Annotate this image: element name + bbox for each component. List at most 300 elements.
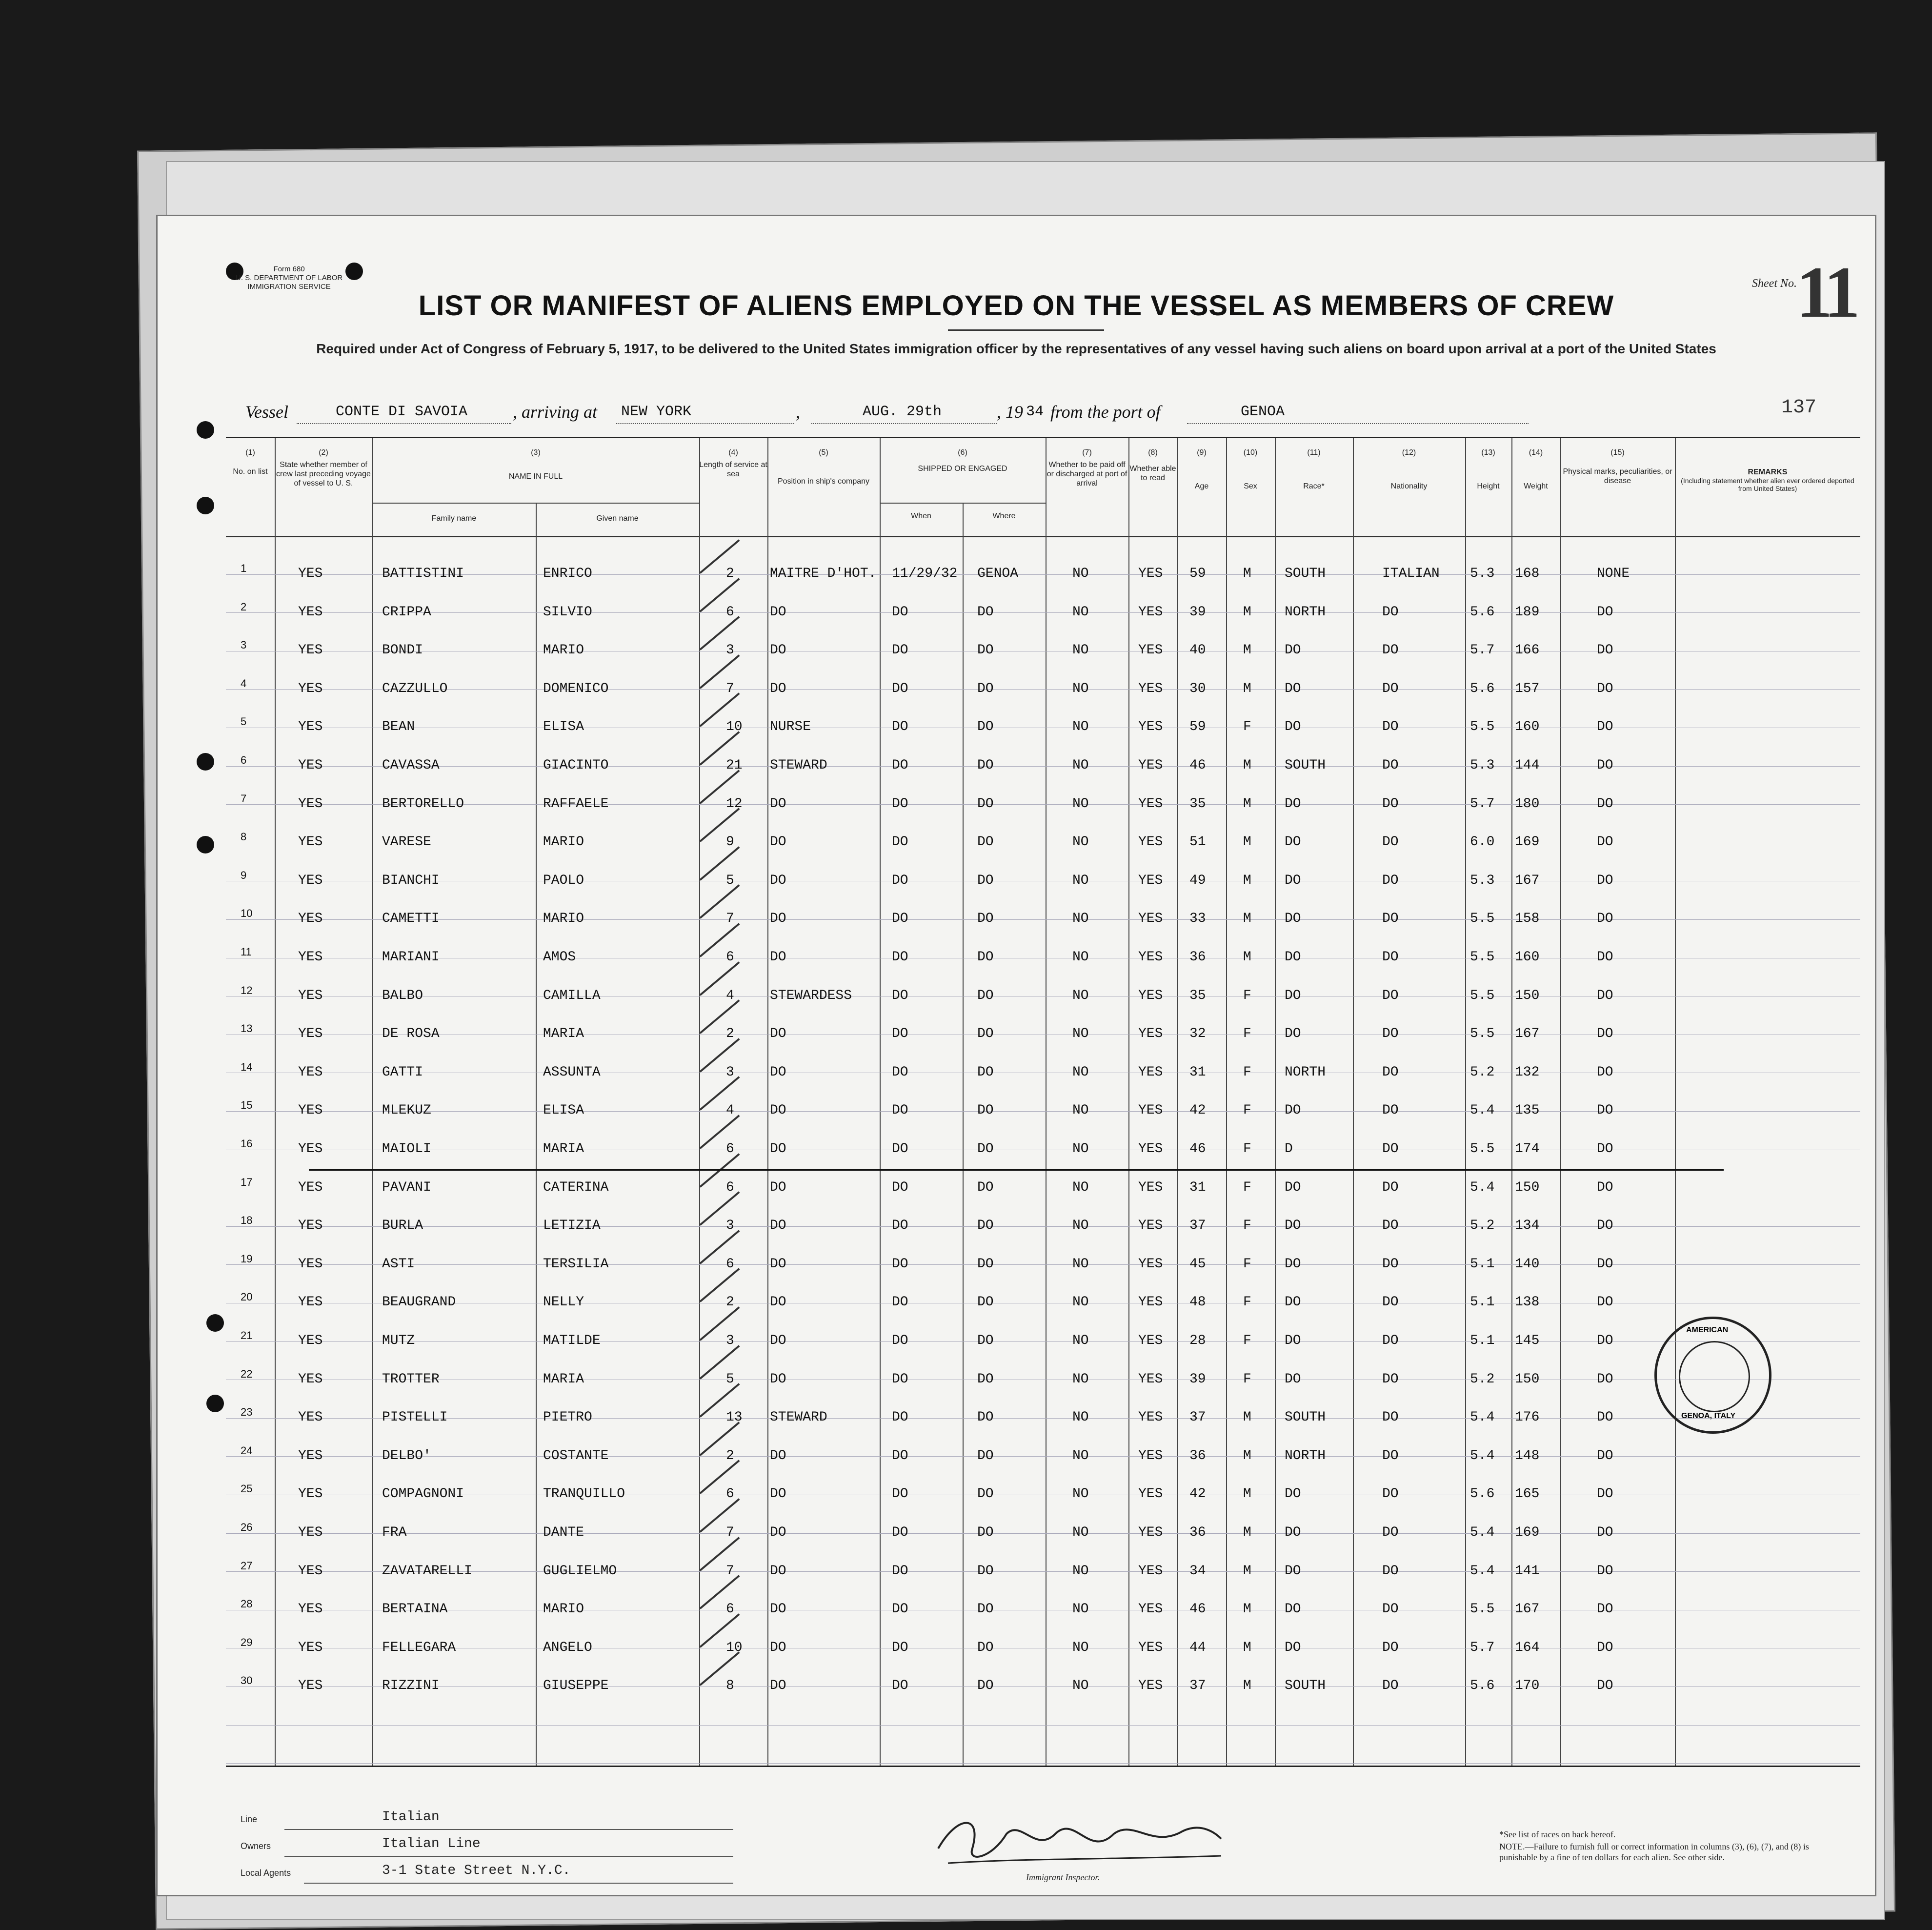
col-num: (7) <box>1082 448 1092 457</box>
able-to-read: YES <box>1138 1602 1163 1617</box>
last-voyage: YES <box>298 834 323 850</box>
shipped-where: DO <box>977 1448 994 1463</box>
family-name: BONDI <box>382 643 423 658</box>
sex: M <box>1243 643 1251 658</box>
weight: 158 <box>1515 911 1540 927</box>
age: 42 <box>1189 1486 1206 1502</box>
form-identifier <box>236 265 342 291</box>
sex: F <box>1243 1103 1251 1118</box>
row-number: 11 <box>241 946 252 958</box>
paid-off: NO <box>1072 758 1089 773</box>
punch-hole <box>197 421 214 439</box>
last-voyage: YES <box>298 1103 323 1118</box>
row-number: 9 <box>241 869 247 881</box>
service-length: 3 <box>726 643 734 658</box>
age: 33 <box>1189 911 1206 927</box>
paid-off: NO <box>1072 604 1089 620</box>
table-row <box>226 1553 1860 1591</box>
family-name: DELBO' <box>382 1448 431 1463</box>
sex: F <box>1243 1064 1251 1080</box>
physical-marks: DO <box>1597 873 1613 888</box>
position: DO <box>770 1179 786 1195</box>
last-voyage: YES <box>298 1295 323 1310</box>
nationality: DO <box>1382 1602 1399 1617</box>
given-name: ENRICO <box>543 566 592 581</box>
position: DO <box>770 1486 786 1502</box>
col-header-where: Where <box>992 512 1016 520</box>
row-number: 4 <box>241 677 247 690</box>
row-number: 1 <box>241 562 247 574</box>
col-header-9 <box>1177 448 1226 491</box>
shipped-where: DO <box>977 1525 994 1540</box>
physical-marks: DO <box>1597 1602 1613 1617</box>
physical-marks: DO <box>1597 1256 1613 1272</box>
position: DO <box>770 1103 786 1118</box>
row-number: 5 <box>241 715 247 728</box>
weight: 164 <box>1515 1640 1540 1655</box>
row-number: 14 <box>241 1060 253 1073</box>
row-number: 16 <box>241 1138 253 1150</box>
shipped-where: DO <box>977 1333 994 1348</box>
row-number: 27 <box>241 1559 253 1572</box>
row-number: 8 <box>241 831 247 843</box>
position: DO <box>770 1678 786 1694</box>
able-to-read: YES <box>1138 1486 1163 1502</box>
given-name: ASSUNTA <box>543 1064 601 1080</box>
weight: 166 <box>1515 643 1540 658</box>
table-row <box>226 1207 1860 1246</box>
shipped-when: DO <box>892 911 908 927</box>
nationality: DO <box>1382 1640 1399 1655</box>
weight: 150 <box>1515 1371 1540 1387</box>
nationality: DO <box>1382 911 1399 927</box>
age: 40 <box>1189 643 1206 658</box>
col-header-2 <box>275 448 372 488</box>
table-row <box>226 594 1860 632</box>
age: 28 <box>1189 1333 1206 1348</box>
last-voyage: YES <box>298 643 323 658</box>
able-to-read: YES <box>1138 1218 1163 1234</box>
paid-off: NO <box>1072 1256 1089 1272</box>
physical-marks: DO <box>1597 1525 1613 1540</box>
owners: Italian Line <box>382 1836 481 1851</box>
col-num: (14) <box>1529 448 1543 457</box>
weight: 145 <box>1515 1333 1540 1348</box>
age: 34 <box>1189 1563 1206 1579</box>
table-row <box>226 1092 1860 1131</box>
paid-off: NO <box>1072 643 1089 658</box>
arriving-label: , arriving at <box>513 402 598 422</box>
service-length: 6 <box>726 1141 734 1157</box>
col-header-when: When <box>911 512 931 520</box>
col-header-5 <box>767 448 880 486</box>
table-row <box>226 555 1860 594</box>
weight: 176 <box>1515 1410 1540 1425</box>
nationality: DO <box>1382 796 1399 812</box>
given-name: DOMENICO <box>543 681 609 696</box>
shipped-where: DO <box>977 719 994 735</box>
race: DO <box>1285 988 1301 1003</box>
shipped-where: DO <box>977 604 994 620</box>
service-length: 8 <box>726 1678 734 1694</box>
position: STEWARDESS <box>770 988 852 1003</box>
table-row <box>226 632 1860 670</box>
given-name: CATERINA <box>543 1179 609 1195</box>
family-name: RIZZINI <box>382 1678 440 1694</box>
given-name: ELISA <box>543 719 584 735</box>
family-name: ASTI <box>382 1256 415 1272</box>
sex: F <box>1243 1218 1251 1234</box>
table-row <box>226 1476 1860 1514</box>
seal-text-bottom: GENOA, ITALY <box>1681 1412 1736 1420</box>
voyage-details <box>245 402 1807 426</box>
sex: M <box>1243 1486 1251 1502</box>
race: DO <box>1285 1179 1301 1195</box>
last-voyage: YES <box>298 719 323 735</box>
shipped-when: DO <box>892 1333 908 1348</box>
physical-marks: DO <box>1597 1486 1613 1502</box>
service-length: 10 <box>726 1640 743 1655</box>
service-length: 4 <box>726 988 734 1003</box>
race: DO <box>1285 1371 1301 1387</box>
nationality: DO <box>1382 1103 1399 1118</box>
physical-marks: DO <box>1597 911 1613 927</box>
row-number: 22 <box>241 1367 253 1380</box>
age: 42 <box>1189 1103 1206 1118</box>
able-to-read: YES <box>1138 719 1163 735</box>
able-to-read: YES <box>1138 681 1163 696</box>
fill-line <box>284 1856 733 1857</box>
height: 5.7 <box>1470 1640 1495 1655</box>
col-header-13 <box>1465 448 1511 491</box>
service-length: 6 <box>726 1256 734 1272</box>
shipped-where: DO <box>977 1295 994 1310</box>
shipped-when: DO <box>892 681 908 696</box>
nationality: DO <box>1382 643 1399 658</box>
col-header-4 <box>699 448 767 479</box>
col-header-15 <box>1560 448 1675 486</box>
weight: 169 <box>1515 1525 1540 1540</box>
age: 46 <box>1189 1141 1206 1157</box>
able-to-read: YES <box>1138 1678 1163 1694</box>
paid-off: NO <box>1072 834 1089 850</box>
sheet-number-label: Sheet No. <box>1752 277 1797 290</box>
table-row <box>226 1399 1860 1438</box>
given-name: GIUSEPPE <box>543 1678 609 1694</box>
col-header-8 <box>1128 448 1177 483</box>
age: 31 <box>1189 1064 1206 1080</box>
weight: 148 <box>1515 1448 1540 1463</box>
paid-off: NO <box>1072 681 1089 696</box>
col-num: (11) <box>1307 448 1321 457</box>
nationality: DO <box>1382 1448 1399 1463</box>
manifest-page <box>156 215 1876 1896</box>
given-name: RAFFAELE <box>543 796 609 812</box>
physical-marks: DO <box>1597 1448 1613 1463</box>
height: 5.5 <box>1470 719 1495 735</box>
sex: F <box>1243 1333 1251 1348</box>
shipped-when: DO <box>892 873 908 888</box>
service-length: 4 <box>726 1103 734 1118</box>
weight: 135 <box>1515 1103 1540 1118</box>
family-name: BALBO <box>382 988 423 1003</box>
year-prefix: , 19 <box>997 402 1023 422</box>
race: NORTH <box>1285 1448 1326 1463</box>
nationality: DO <box>1382 1486 1399 1502</box>
nationality: DO <box>1382 873 1399 888</box>
local-agents-label: Local Agents <box>241 1868 291 1878</box>
position: DO <box>770 681 786 696</box>
paid-off: NO <box>1072 1563 1089 1579</box>
last-voyage: YES <box>298 604 323 620</box>
race: DO <box>1285 719 1301 735</box>
nationality: DO <box>1382 988 1399 1003</box>
nationality: DO <box>1382 1295 1399 1310</box>
race: SOUTH <box>1285 1410 1326 1425</box>
weight: 160 <box>1515 950 1540 965</box>
row-number: 2 <box>241 600 247 613</box>
nationality: DO <box>1382 834 1399 850</box>
age: 36 <box>1189 950 1206 965</box>
row-number: 12 <box>241 984 253 996</box>
service-length: 10 <box>726 719 743 735</box>
table-row <box>226 900 1860 939</box>
service-length: 13 <box>726 1410 743 1425</box>
table-row <box>226 939 1860 977</box>
position: DO <box>770 1141 786 1157</box>
shipped-when: DO <box>892 1448 908 1463</box>
family-name: PISTELLI <box>382 1410 448 1425</box>
sex: M <box>1243 873 1251 888</box>
age: 48 <box>1189 1295 1206 1310</box>
weight: 157 <box>1515 681 1540 696</box>
physical-marks: DO <box>1597 796 1613 812</box>
age: 46 <box>1189 1602 1206 1617</box>
row-number: 15 <box>241 1099 253 1112</box>
paid-off: NO <box>1072 873 1089 888</box>
sex: M <box>1243 1525 1251 1540</box>
service-length: 7 <box>726 1525 734 1540</box>
given-name: GIACINTO <box>543 758 609 773</box>
service-length: 9 <box>726 834 734 850</box>
table-row <box>226 670 1860 709</box>
col-num: (8) <box>1148 448 1158 457</box>
physical-marks: DO <box>1597 834 1613 850</box>
sex: M <box>1243 950 1251 965</box>
last-voyage: YES <box>298 566 323 581</box>
height: 5.7 <box>1470 643 1495 658</box>
last-voyage: YES <box>298 1486 323 1502</box>
height: 5.5 <box>1470 1602 1495 1617</box>
table-row <box>226 709 1860 747</box>
age: 39 <box>1189 604 1206 620</box>
sex: M <box>1243 1563 1251 1579</box>
last-voyage: YES <box>298 1640 323 1655</box>
service-length: 12 <box>726 796 743 812</box>
family-name: BEAUGRAND <box>382 1295 456 1310</box>
shipped-where: DO <box>977 988 994 1003</box>
row-number: 28 <box>241 1598 253 1610</box>
table-row <box>226 1438 1860 1476</box>
weight: 174 <box>1515 1141 1540 1157</box>
position: DO <box>770 1371 786 1387</box>
paid-off: NO <box>1072 1179 1089 1195</box>
family-name: GATTI <box>382 1064 423 1080</box>
physical-marks: DO <box>1597 1218 1613 1234</box>
shipped-where: DO <box>977 950 994 965</box>
paid-off: NO <box>1072 988 1089 1003</box>
fill-line <box>297 423 511 424</box>
fill-line <box>304 1883 733 1884</box>
given-name: LETIZIA <box>543 1218 601 1234</box>
shipped-when: 11/29/32 <box>892 566 958 581</box>
able-to-read: YES <box>1138 1525 1163 1540</box>
table-row <box>226 1246 1860 1284</box>
punch-hole <box>206 1314 224 1332</box>
height: 5.5 <box>1470 1026 1495 1042</box>
row-number: 18 <box>241 1214 253 1227</box>
col-header-family: Family name <box>431 514 477 523</box>
service-length: 7 <box>726 1563 734 1579</box>
col-label: Weight <box>1524 482 1548 490</box>
physical-marks: DO <box>1597 643 1613 658</box>
race-note: *See list of races on back hereof. <box>1499 1829 1616 1839</box>
col-label: Physical marks, peculiarities, or disease <box>1563 467 1672 485</box>
sex: M <box>1243 1640 1251 1655</box>
sex: M <box>1243 758 1251 773</box>
physical-marks: DO <box>1597 604 1613 620</box>
race: DO <box>1285 950 1301 965</box>
service-length: 2 <box>726 1026 734 1042</box>
race: DO <box>1285 911 1301 927</box>
shipping-line: Italian <box>382 1809 440 1825</box>
shipped-when: DO <box>892 643 908 658</box>
age: 51 <box>1189 834 1206 850</box>
col-label: Position in ship's company <box>777 477 870 486</box>
col-num: (3) <box>531 448 541 457</box>
physical-marks: DO <box>1597 950 1613 965</box>
sex: F <box>1243 988 1251 1003</box>
inspector-label: Immigrant Inspector. <box>1026 1872 1100 1882</box>
able-to-read: YES <box>1138 950 1163 965</box>
page-title: LIST OR MANIFEST OF ALIENS EMPLOYED ON THE VESSEL AS MEMBERS OF CREW <box>418 290 1614 322</box>
shipped-when: DO <box>892 1026 908 1042</box>
age: 37 <box>1189 1410 1206 1425</box>
punch-hole <box>197 753 214 771</box>
row-number: 7 <box>241 792 247 805</box>
row-number: 21 <box>241 1329 253 1341</box>
col-label: Length of service at sea <box>699 461 767 478</box>
weight: 134 <box>1515 1218 1540 1234</box>
shipped-when: DO <box>892 1371 908 1387</box>
shipped-when: DO <box>892 796 908 812</box>
height: 5.4 <box>1470 1563 1495 1579</box>
table-row <box>226 1131 1860 1169</box>
service-length: 6 <box>726 1602 734 1617</box>
nationality: DO <box>1382 1256 1399 1272</box>
shipped-where: DO <box>977 1602 994 1617</box>
race: DO <box>1285 796 1301 812</box>
paid-off: NO <box>1072 1333 1089 1348</box>
title-underline <box>948 329 1104 331</box>
punch-hole <box>345 263 363 280</box>
paid-off: NO <box>1072 1410 1089 1425</box>
col-num: (5) <box>819 448 828 457</box>
sex: M <box>1243 1448 1251 1463</box>
service-length: 3 <box>726 1333 734 1348</box>
shipped-when: DO <box>892 1295 908 1310</box>
given-name: GUGLIELMO <box>543 1563 617 1579</box>
paid-off: NO <box>1072 1064 1089 1080</box>
sex: F <box>1243 1179 1251 1195</box>
race: DO <box>1285 1103 1301 1118</box>
race: DO <box>1285 873 1301 888</box>
race: SOUTH <box>1285 758 1326 773</box>
sex: F <box>1243 1141 1251 1157</box>
service-length: 6 <box>726 604 734 620</box>
shipped-when: DO <box>892 1640 908 1655</box>
sex: M <box>1243 1410 1251 1425</box>
position: DO <box>770 1640 786 1655</box>
fill-line <box>616 423 794 424</box>
table-row <box>226 1514 1860 1553</box>
weight: 165 <box>1515 1486 1540 1502</box>
shipped-when: DO <box>892 1525 908 1540</box>
age: 49 <box>1189 873 1206 888</box>
age: 31 <box>1189 1179 1206 1195</box>
sex: M <box>1243 604 1251 620</box>
physical-marks: DO <box>1597 1678 1613 1694</box>
given-name: COSTANTE <box>543 1448 609 1463</box>
col-label: Nationality <box>1390 482 1428 490</box>
sex: M <box>1243 834 1251 850</box>
shipped-when: DO <box>892 834 908 850</box>
age: 37 <box>1189 1678 1206 1694</box>
shipped-when: DO <box>892 988 908 1003</box>
position: DO <box>770 873 786 888</box>
height: 5.4 <box>1470 1179 1495 1195</box>
arrival-year: 34 <box>1026 404 1044 420</box>
shipped-where: DO <box>977 911 994 927</box>
shipped-where: DO <box>977 1026 994 1042</box>
sheet-number: 11 <box>1796 252 1855 333</box>
shipped-where: DO <box>977 1486 994 1502</box>
shipped-when: DO <box>892 758 908 773</box>
shipped-where: DO <box>977 1141 994 1157</box>
col-header-12 <box>1353 448 1465 491</box>
sex: F <box>1243 1371 1251 1387</box>
race: DO <box>1285 1486 1301 1502</box>
able-to-read: YES <box>1138 988 1163 1003</box>
nationality: DO <box>1382 758 1399 773</box>
position: DO <box>770 1064 786 1080</box>
position: STEWARD <box>770 1410 827 1425</box>
able-to-read: YES <box>1138 1563 1163 1579</box>
service-length: 3 <box>726 1064 734 1080</box>
nationality: DO <box>1382 1141 1399 1157</box>
able-to-read: YES <box>1138 643 1163 658</box>
shipped-when: DO <box>892 1064 908 1080</box>
age: 59 <box>1189 719 1206 735</box>
col-num: (12) <box>1402 448 1416 457</box>
age: 44 <box>1189 1640 1206 1655</box>
row-number: 13 <box>241 1022 253 1035</box>
col-num: (6) <box>958 448 967 457</box>
race: DO <box>1285 643 1301 658</box>
race: NORTH <box>1285 1064 1326 1080</box>
age: 32 <box>1189 1026 1206 1042</box>
col-label: No. on list <box>233 467 268 476</box>
